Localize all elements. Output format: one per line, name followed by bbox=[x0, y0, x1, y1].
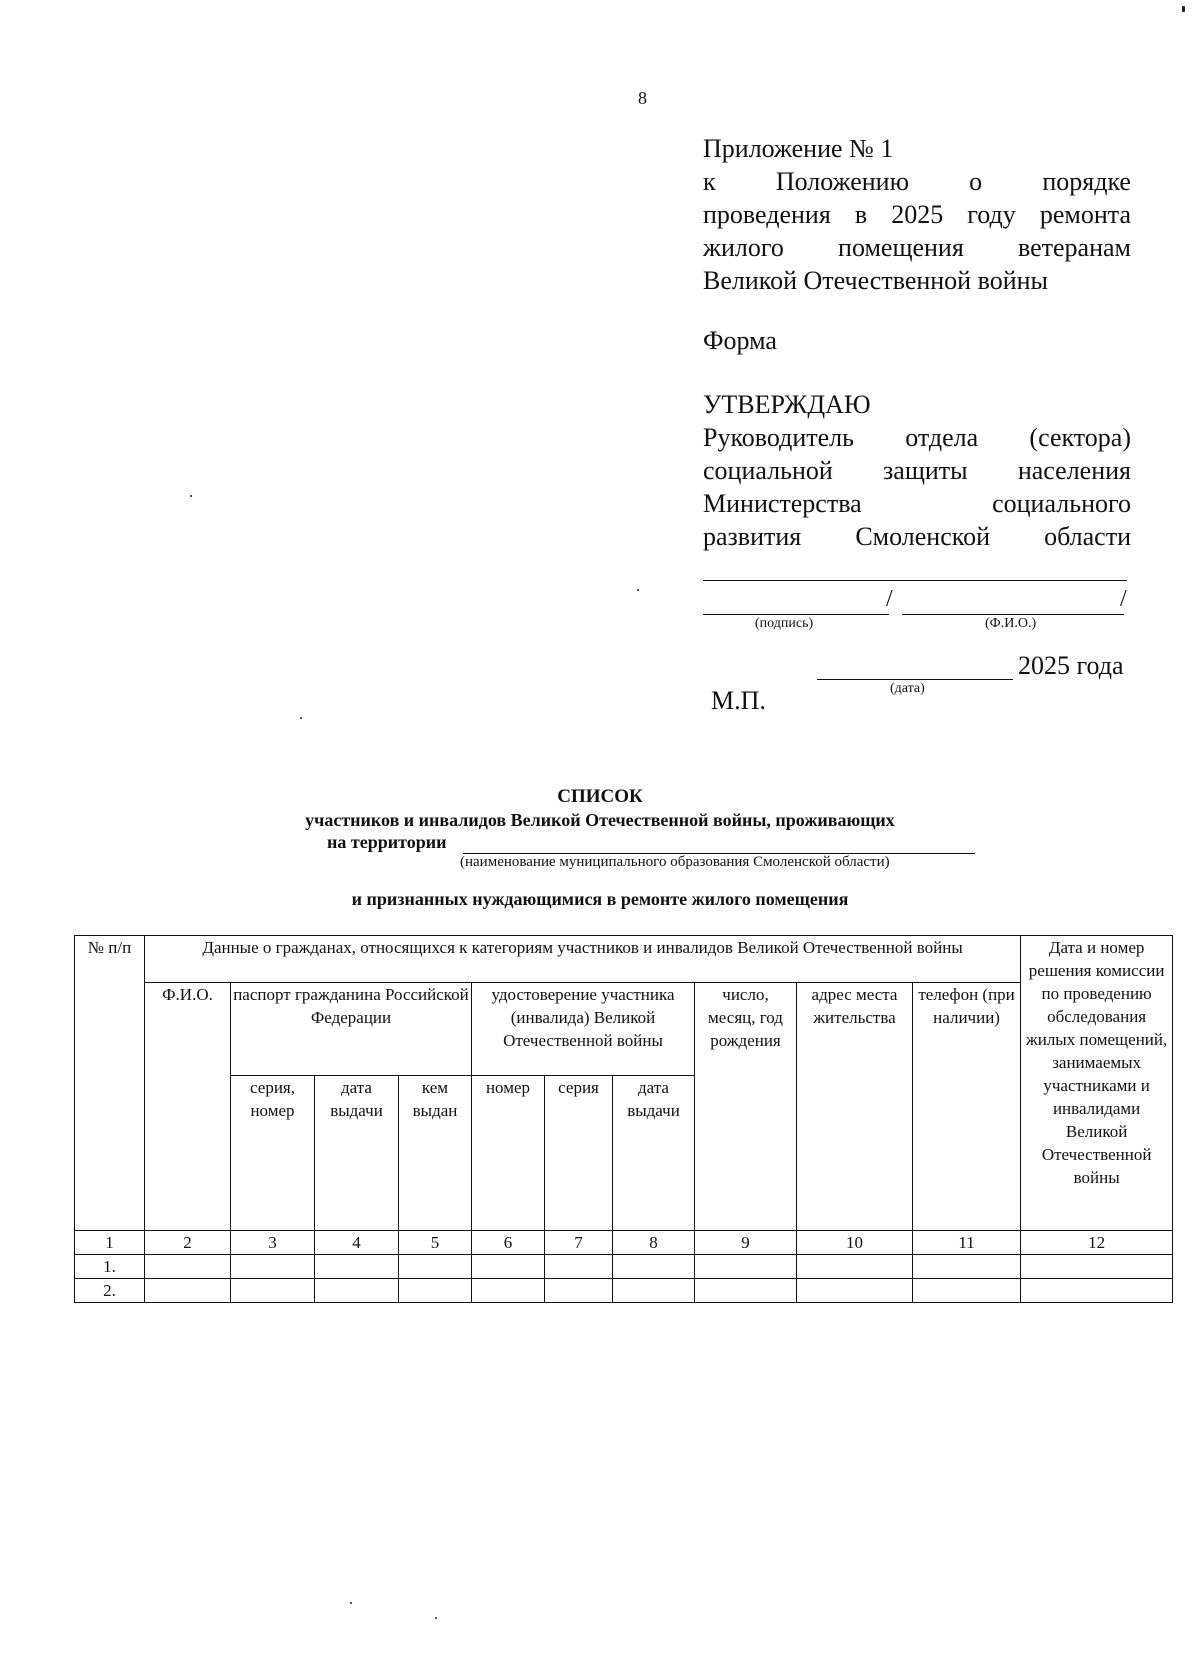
column-number: 5 bbox=[399, 1231, 472, 1255]
column-number: 9 bbox=[695, 1231, 797, 1255]
table-cell bbox=[231, 1279, 315, 1303]
territory-label: на территории bbox=[327, 832, 447, 852]
table-row bbox=[75, 1255, 1173, 1279]
form-label: Форма bbox=[703, 326, 777, 355]
table-cell bbox=[613, 1255, 695, 1279]
header-birth-date: число, месяц, год рождения bbox=[695, 983, 797, 1231]
header-citizen-data: Данные о гражданах, относящихся к категориям участников и инвалидов Великой Отечественной войны bbox=[145, 936, 1021, 983]
table-cell bbox=[1021, 1279, 1173, 1303]
header-cert-date: дата выдачи bbox=[613, 1076, 695, 1231]
signature-slash: / bbox=[886, 586, 893, 612]
appendix-block bbox=[703, 132, 1131, 297]
scan-speck bbox=[190, 495, 192, 497]
approval-line-1: Руководитель отдела (сектора) bbox=[703, 423, 1131, 452]
appendix-line-4: жилого помещения ветеранам bbox=[703, 233, 1131, 262]
header-address: адрес места жительства bbox=[797, 983, 913, 1231]
column-number-row bbox=[75, 1231, 1173, 1255]
header-passport-date: дата выдачи bbox=[315, 1076, 399, 1231]
appendix-line-3: проведения в 2025 году ремонта bbox=[703, 200, 1131, 229]
table-cell bbox=[613, 1279, 695, 1303]
row-number: 2. bbox=[75, 1279, 145, 1303]
year-text: 2025 года bbox=[1018, 651, 1124, 680]
appendix-word: порядке bbox=[1042, 167, 1131, 196]
table-cell bbox=[145, 1255, 231, 1279]
list-title: СПИСОК bbox=[557, 786, 643, 807]
approval-block bbox=[703, 388, 1131, 553]
scan-speck bbox=[1182, 6, 1185, 12]
list-subtitle: участников и инвалидов Великой Отечественной войны, проживающих bbox=[305, 810, 895, 830]
column-number: 10 bbox=[797, 1231, 913, 1255]
list-condition: и признанных нуждающимися в ремонте жилого помещения bbox=[351, 889, 849, 909]
appendix-word: о bbox=[969, 167, 983, 196]
column-number: 2 bbox=[145, 1231, 231, 1255]
header-passport-issuer: кем выдан bbox=[399, 1076, 472, 1231]
scan-speck bbox=[435, 1617, 437, 1619]
header-cert-series: серия bbox=[545, 1076, 613, 1231]
signature-caption: (подпись) bbox=[755, 616, 814, 631]
column-number: 3 bbox=[231, 1231, 315, 1255]
stamp-label: М.П. bbox=[711, 686, 766, 715]
table-cell bbox=[695, 1279, 797, 1303]
table-cell bbox=[399, 1255, 472, 1279]
header-row-1 bbox=[75, 936, 1173, 983]
appendix-line-2 bbox=[703, 165, 1131, 198]
header-passport-series: серия, номер bbox=[231, 1076, 315, 1231]
table-cell bbox=[545, 1255, 613, 1279]
fio-line bbox=[902, 614, 1124, 615]
table-cell bbox=[472, 1255, 545, 1279]
header-phone: телефон (при наличии) bbox=[913, 983, 1021, 1231]
appendix-word: Положению bbox=[775, 167, 909, 196]
header-fio: Ф.И.О. bbox=[145, 983, 231, 1231]
scan-speck bbox=[300, 717, 302, 719]
approval-line-4: развития Смоленской области bbox=[703, 522, 1131, 551]
column-number: 6 bbox=[472, 1231, 545, 1255]
veterans-table bbox=[74, 935, 1173, 1303]
header-passport: паспорт гражданина Российской Федерации bbox=[231, 983, 472, 1076]
approval-heading: УТВЕРЖДАЮ bbox=[703, 390, 871, 419]
table-cell bbox=[315, 1279, 399, 1303]
fio-slash: / bbox=[1120, 586, 1127, 612]
table-cell bbox=[913, 1255, 1021, 1279]
table-cell bbox=[145, 1279, 231, 1303]
signature-line bbox=[703, 614, 889, 615]
approval-line-2: социальной защиты населения bbox=[703, 456, 1131, 485]
territory-caption: (наименование муниципального образования Смоленской области) bbox=[460, 854, 890, 870]
page-number: 8 bbox=[638, 88, 647, 108]
column-number: 4 bbox=[315, 1231, 399, 1255]
table-cell bbox=[399, 1279, 472, 1303]
table-cell bbox=[913, 1279, 1021, 1303]
table-cell bbox=[472, 1279, 545, 1303]
date-caption: (дата) bbox=[890, 681, 925, 696]
column-number: 7 bbox=[545, 1231, 613, 1255]
table-cell bbox=[695, 1255, 797, 1279]
fio-caption: (Ф.И.О.) bbox=[985, 616, 1037, 631]
appendix-title: Приложение № 1 bbox=[703, 134, 894, 163]
column-number: 11 bbox=[913, 1231, 1021, 1255]
header-certificate: удостоверение участника (инвалида) Великой Отечественной войны bbox=[472, 983, 695, 1076]
table-cell bbox=[797, 1255, 913, 1279]
table-cell bbox=[797, 1279, 913, 1303]
column-number: 1 bbox=[75, 1231, 145, 1255]
signature-top-line bbox=[703, 580, 1127, 581]
table-cell bbox=[231, 1255, 315, 1279]
header-cert-number: номер bbox=[472, 1076, 545, 1231]
date-line bbox=[817, 679, 1013, 680]
scan-speck bbox=[637, 589, 639, 591]
header-row-2 bbox=[75, 983, 1173, 1076]
table-row bbox=[75, 1279, 1173, 1303]
approval-line-3: Министерства социального bbox=[703, 489, 1131, 518]
appendix-word: к bbox=[703, 167, 716, 196]
table-cell bbox=[545, 1279, 613, 1303]
row-number: 1. bbox=[75, 1255, 145, 1279]
column-number: 8 bbox=[613, 1231, 695, 1255]
table-cell bbox=[315, 1255, 399, 1279]
header-decision: Дата и номер решения комиссии по проведению обследования жилых помещений, занимаемых участниками и инвалидами Великой Отечественной войны bbox=[1021, 936, 1173, 1231]
column-number: 12 bbox=[1021, 1231, 1173, 1255]
header-row-number: № п/п bbox=[75, 936, 145, 1231]
appendix-line-5: Великой Отечественной войны bbox=[703, 266, 1048, 295]
table-cell bbox=[1021, 1255, 1173, 1279]
scan-speck bbox=[350, 1602, 352, 1604]
